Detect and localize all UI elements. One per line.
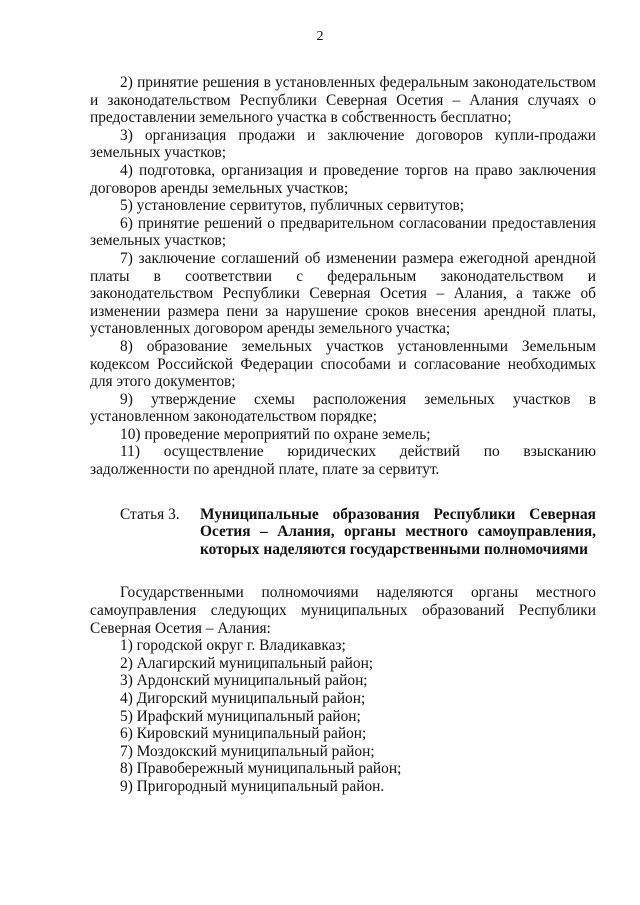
list-item: 1) городской округ г. Владикавказ;	[120, 637, 346, 655]
list-item: 6) Кировский муниципальный район;	[120, 725, 367, 743]
list-item: 4) Дигорский муниципальный район;	[120, 690, 366, 707]
list-item: 9) утверждение схемы расположения земельных участков в установленном законодательством порядке;	[90, 390, 596, 426]
list-item: 2) Алагирский муниципальный район;	[120, 654, 374, 672]
page-number: 2	[316, 29, 324, 44]
list-item: 8) образование земельных участков установленными Земельным кодексом Российской Федерации способами и согласование необходимых для этого документов;	[90, 337, 596, 391]
list-item: 8) Правобережный муниципальный район;	[120, 760, 402, 778]
list-item: 6) принятие решений о предварительном согласовании предоставления земельных участков;	[90, 214, 596, 250]
list-item: 5) Ирафский муниципальный район;	[120, 707, 361, 725]
article-label: Статья 3.	[120, 505, 180, 523]
list-item: 7) заключение соглашений об изменении размера ежегодной арендной платы в соответствии с федеральным законодательством и законодательством Республики Северная Осетия – Алания, а также об изменении размера пени за нарушение сроков внесения арендной платы, установленных договором аренды земельного участка;	[90, 249, 596, 338]
municipalities-list	[90, 637, 596, 795]
article-title: Муниципальные образования Республики Северная Осетия – Алания, органы местного самоуправления, которых наделяются государственными полномочиями	[200, 505, 596, 558]
list-item: 5) установление сервитутов, публичных сервитутов;	[120, 197, 465, 215]
list-item: 4) подготовка, организация и проведение торгов на право заключения договоров аренды земельных участков;	[90, 161, 596, 197]
article-heading	[90, 506, 596, 559]
list-item: 2) принятие решения в установленных федеральным законодательством и законодательством Республики Северная Осетия – Алания случаях о предоставлении земельного участка в собственность бесплатно;	[90, 74, 596, 127]
powers-list	[90, 74, 596, 479]
spacer	[90, 558, 596, 584]
intro-paragraph: Государственными полномочиями наделяются органы местного самоуправления следующих муниципальных образований Республики Северная Осетия – Алания:	[90, 584, 596, 637]
list-item: 11) осуществление юридических действий по взысканию задолженности по арендной плате, плате за сервитут.	[90, 443, 596, 479]
list-item: 7) Моздокский муниципальный район;	[120, 742, 375, 760]
list-item: 10) проведение мероприятий по охране земель;	[120, 425, 431, 443]
document-body	[90, 74, 596, 796]
list-item: 3) Ардонский муниципальный район;	[120, 672, 368, 690]
list-item: 3) организация продажи и заключение договоров купли-продажи земельных участков;	[90, 126, 596, 162]
list-item: 9) Пригородный муниципальный район.	[120, 777, 385, 795]
